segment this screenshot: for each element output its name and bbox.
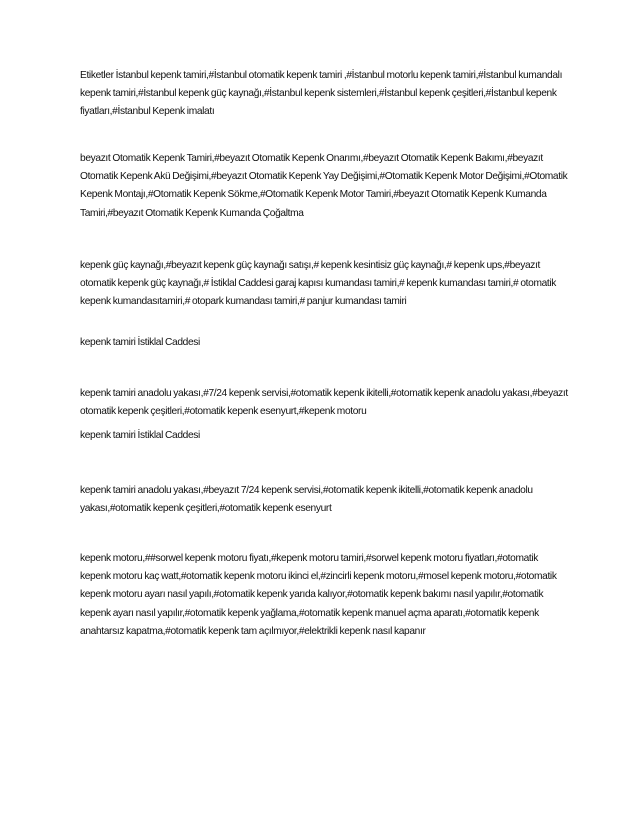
tags-paragraph-motor: kepenk motoru,##sorwel kepenk motoru fiyatı,#kepenk motoru tamiri,#sorwel kepenk motoru fiyatları,#otomatik kepenk motoru kaç watt,#otomatik kepenk motoru ikinci el,#zincirli kepenk motoru,#mosel kepenk motoru,#otomatik kepenk motoru ayarı nasıl yapılı,#otomatik kepenk yarıda kalıyor,#otomatik kepenk bakımı nasıl yapılır,#otomatik kepenk ayarı nasıl yapılır,#otomatik kepenk yağlama,#otomatik kepenk manuel açma aparatı,#otomatik kepenk anahtarsız kapatma,#otomatik kepenk tam açılmıyor,#elektrikli kepenk nasıl kapanır [80, 553, 557, 637]
heading-line-istiklal-1: kepenk tamiri İstiklal Caddesi [80, 337, 200, 348]
tags-paragraph-anadolu-1: kepenk tamiri anadolu yakası,#7/24 kepenk servisi,#otomatik kepenk ikitelli,#otomatik kepenk anadolu yakası,#beyazıt otomatik kepenk çeşitleri,#otomatik kepenk esenyurt,#kepenk motoru [80, 388, 568, 418]
heading-line-istiklal-2: kepenk tamiri İstiklal Caddesi [80, 430, 200, 441]
tags-paragraph-istanbul: Etiketler İstanbul kepenk tamiri,#İstanbul otomatik kepenk tamiri ,#İstanbul motorlu kepenk tamiri,#İstanbul kumandalı kepenk tamiri,#İstanbul kepenk güç kaynağı,#İstanbul kepenk sistemleri,#İstanbul kepenk çeşitleri,#İstanbul kepenk fiyatları,#İstanbul Kepenk imalatı [80, 70, 563, 118]
tags-paragraph-anadolu-2: kepenk tamiri anadolu yakası,#beyazıt 7/24 kepenk servisi,#otomatik kepenk ikitelli,#otomatik kepenk anadolu yakası,#otomatik kepenk çeşitleri,#otomatik kepenk esenyurt [80, 485, 533, 515]
tags-paragraph-beyazit-services: beyazıt Otomatik Kepenk Tamiri,#beyazıt Otomatik Kepenk Onarımı,#beyazıt Otomatik Kepenk Bakımı,#beyazıt Otomatik Kepenk Akü Değişimi,#beyazıt Otomatik Kepenk Yay Değişimi,#Otomatik Kepenk Motor Değişimi,#Otomatik Kepenk Montajı,#Otomatik Kepenk Sökme,#Otomatik Kepenk Motor Tamiri,#beyazıt Otomatik Kepenk Kumanda Tamiri,#beyazıt Otomatik Kepenk Kumanda Çoğaltma [80, 153, 568, 219]
tags-paragraph-power-supply: kepenk güç kaynağı,#beyazıt kepenk güç kaynağı satışı,# kepenk kesintisiz güç kaynağı,# kepenk ups,#beyazıt otomatik kepenk güç kaynağı,# İstiklal Caddesi garaj kapısı kumandası tamiri,# kepenk kumandası tamiri,# otomatik kepenk kumandasıtamiri,# otopark kumandası tamiri,# panjur kumandası tamiri [80, 260, 557, 308]
